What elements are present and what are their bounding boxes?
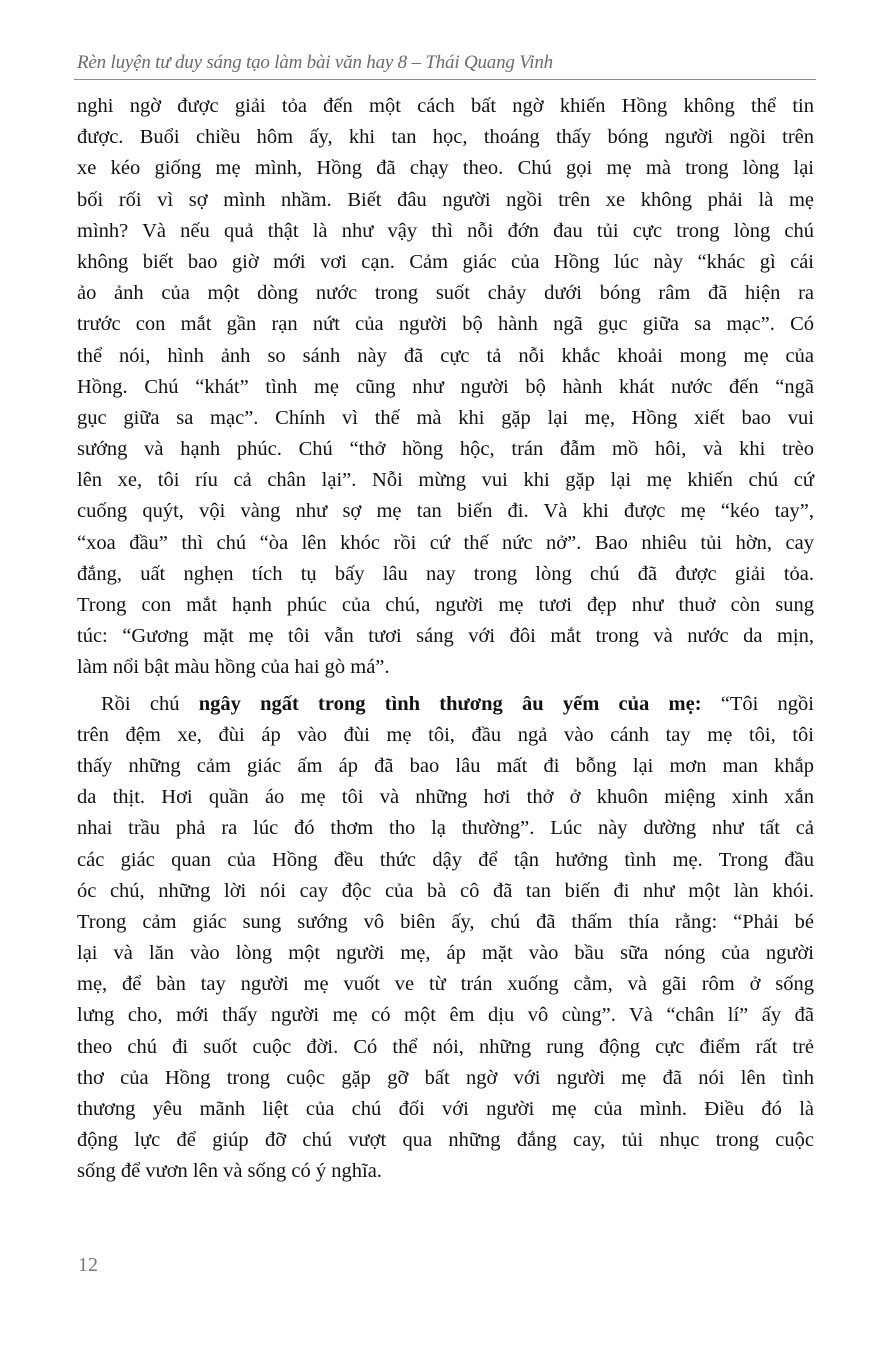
text-line: thương yêu mãnh liệt của chú đối với người mẹ của mình. Điều đó là [77,1098,814,1120]
text-line: Trong cảm giác sung sướng vô biên ấy, chú đã thấm thía rằng: “Phải bé [77,910,814,933]
text-line: thấy những cảm giác ấm áp đã bao lâu mất đi bỗng lại mơn man khắp [77,754,814,777]
text-line: túc: “Gương mặt mẹ tôi vẫn tươi sáng với đôi mắt trong và nước da mịn, [77,625,814,648]
header-divider [74,79,816,80]
text-line: động lực để giúp đỡ chú vượt qua những đắng cay, tủi nhục trong cuộc [77,1129,814,1152]
text-line: lên xe, tôi ríu cả chân lại”. Nỗi mừng vui khi gặp lại mẹ khiến chú cứ [77,469,814,492]
text-line: thơ của Hồng trong cuộc gặp gỡ bất ngờ với người mẹ đã nói lên tình [77,1066,814,1089]
text-line: bối rối vì sợ mình nhầm. Biết đâu người ngồi trên xe không phải là mẹ [77,188,814,211]
text-line: trước con mắt gần rạn nứt của người bộ hành ngã gục giữa sa mạc”. Có [77,313,814,336]
text-run: Rồi chú [101,692,199,715]
text-line: Trong con mắt hạnh phúc của chú, người mẹ tươi đẹp như thuở còn sung [77,594,814,616]
text-line: đắng, uất nghẹn tích tụ bấy lâu nay trong lòng chú đã được giải tỏa. [77,562,814,585]
page-body [77,91,814,1188]
text-line: các giác quan của Hồng đều thức dậy để tận hưởng tình mẹ. Trong đầu [77,848,814,871]
text-line: lưng cho, mới thấy người mẹ có một êm dịu vô cùng”. Và “chân lí” ấy đã [77,1004,814,1027]
text-run: “Tôi ngồi [701,692,814,715]
text-line: óc chú, những lời nói cay độc của bà cô đã tan biến đi như một làn khói. [77,879,814,902]
text-line: mình? Và nếu quả thật là như vậy thì nỗi đớn đau tủi cực trong lòng chú [77,219,814,242]
text-line: Hồng. Chú “khát” tình mẹ cũng như người bộ hành khát nước đến “ngã [77,375,814,398]
text-line: sống để vươn lên và sống có ý nghĩa. [77,1160,382,1183]
text-line: làm nổi bật màu hồng của hai gò má”. [77,656,390,679]
running-header: Rèn luyện tư duy sáng tạo làm bài văn hay 8 – Thái Quang Vinh [77,52,553,73]
text-line: lại và lăn vào lòng một người mẹ, áp mặt vào bầu sữa nóng của người [77,942,814,965]
paragraph-1 [77,91,814,684]
text-line: được. Buổi chiều hôm ấy, khi tan học, thoáng thấy bóng người ngồi trên [77,126,814,149]
text-line: nghi ngờ được giải tỏa đến một cách bất ngờ khiến Hồng không thể tin [77,95,814,117]
text-line: trên đệm xe, đùi áp vào đùi mẹ tôi, đầu ngả vào cánh tay mẹ tôi, tôi [77,723,814,746]
text-line: thể nói, hình ảnh so sánh này đã cực tả nỗi khắc khoải mong mẹ của [77,344,814,367]
text-line: mẹ, để bàn tay người mẹ vuốt ve từ trán xuống cằm, và gãi rôm ở sống [77,973,814,996]
text-line: không biết bao giờ mới vơi cạn. Cảm giác của Hồng lúc này “khác gì cái [77,250,814,273]
text-line: “xoa đầu” thì chú “òa lên khóc rồi cứ thế nức nở”. Bao nhiêu tủi hờn, cay [77,531,814,554]
text-line: ảo ảnh của một dòng nước trong suốt chảy dưới bóng râm đã hiện ra [77,282,814,305]
text-line: nhai trầu phả ra lúc đó thơm tho lạ thường”. Lúc này dường như tất cả [77,817,814,840]
text-line: cuống quýt, vội vàng như sợ mẹ tan biến đi. Và khi được mẹ “kéo tay”, [77,500,814,523]
text-line: theo chú đi suốt cuộc đời. Có thể nói, những rung động cực điểm rất trẻ [77,1035,814,1058]
page-number: 12 [78,1254,98,1276]
text-line: gục giữa sa mạc”. Chính vì thế mà khi gặp lại mẹ, Hồng xiết bao vui [77,406,814,429]
paragraph-2 [77,689,814,1188]
text-line [77,689,814,720]
text-line: sướng và hạnh phúc. Chú “thở hồng hộc, trán đẫm mồ hôi, và khi trèo [77,438,814,461]
bold-emphasis: ngây ngất trong tình thương âu yếm của mẹ: [198,692,702,715]
text-line: xe kéo giống mẹ mình, Hồng đã chạy theo. Chú gọi mẹ mà trong lòng lại [77,157,814,180]
text-line: da thịt. Hơi quần áo mẹ tôi và những hơi thở ở khuôn miệng xinh xắn [77,786,814,809]
